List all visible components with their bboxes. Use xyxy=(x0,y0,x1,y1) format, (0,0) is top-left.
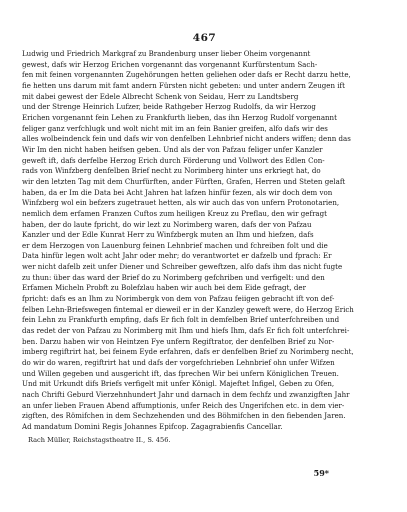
text-line: Winfzberg wol ein befzers zugetrauet hetten, als wir auch das von unfern Protonotarien, xyxy=(22,198,340,208)
text-line: wir den letzten Tag mit dem Churfürften, ander Fürften, Grafen, Herren und Steten gelaft xyxy=(22,176,346,186)
text-line: feliger ganz verfchlugk und wolt nicht mit im an fein Banier greifen, alfo dafs wir des xyxy=(22,123,328,133)
text-line: das redet der von Pafzau zu Norimberg mit Ihm und hiefs Ihm, dafs Er fich folt unterfchrei- xyxy=(22,326,350,336)
text-line: mit dabei gewest der Edele Albrecht Schenk von Seidau, Herr zu Landtsberg xyxy=(22,91,299,101)
text-line: und Willen gegeben und ausgericht ift, das fprechen Wir bei unfern Königlichen Treuen. xyxy=(22,368,339,378)
text-line: Wir Im den nicht haben heifsen geben. Und als der von Pafzau feliger unfer Kanzler xyxy=(22,144,323,154)
text-line: und der Strenge Heinrich Lufzer, beide Rathgeber Herzog Rudolfs, da wir Herzog xyxy=(22,102,316,112)
signature-mark: 59* xyxy=(313,468,329,478)
text-line: Und mit Urkundt difs Briefs verfigelt mit unfer Königl. Majeftet Infigel, Geben zu Ofen, xyxy=(22,379,335,389)
text-line: fie hetten uns darum mit famt andern Fürsten nicht gebeten: und unter andern Zeugen ift xyxy=(22,80,345,90)
text-line: wer nicht dafelb zeit unfer Diener und Schreiber geweftzen, alfo dafs ihm das nicht fugte xyxy=(22,262,343,272)
text-line: Erfamen Micheln Probft zu Bolefzlau haben wir auch bei dem Eide gefragt, der xyxy=(22,283,306,293)
text-line: geweft ift, dafs derfelbe Herzog Erich durch Förderung und Vollwort des Edlen Con- xyxy=(22,155,325,165)
document-body-text xyxy=(22,49,387,433)
text-line: Erichen vorgenannt fein Lehen zu Frankfurth lieben, das ihn Herzog Rudolf vorgenannt xyxy=(22,112,337,122)
text-line: fen mit feinen vorgenannten Zugehörungen hetten geliehen oder dafs er Recht darzu hette, xyxy=(22,70,351,80)
text-line: ben. Darzu haben wir von Heintzen Fye unfern Regiftrator, der denfelben Brief zu Nor- xyxy=(22,336,335,346)
text-line: er dem Herzogen von Lauenburg feinen Lehnbrief machen und fchreiben folt und die xyxy=(22,240,328,250)
text-line: Kanzler und der Edle Kunrat Herr zu Winfzbergk muten an Ihm und hiefzen, dafs xyxy=(22,230,314,240)
text-line: zigften, des Römifchen in dem Sechzehenden und des Böhmifchen in den fiebenden Jaren. xyxy=(22,411,346,421)
text-line: Ludwig und Friedrich Markgraf zu Brandenburg unser lieber Oheim vorgenannt xyxy=(22,49,311,58)
text-line: Data hinfür legen wolt acht Jahr oder mehr; do verantwortet er dafzelb und fprach: Er xyxy=(22,251,332,261)
text-line: an unfer lieben Frauen Abend affumptionis, unfer Reich des Ungerifchen etc. in dem vier- xyxy=(22,400,345,410)
page-number: 467 xyxy=(192,32,217,44)
text-line: fein Lehn zu Frankfurth empfing, dafs Er fich folt in demfelben Brief unterfchreiben und xyxy=(22,315,340,325)
text-line: do wir do waren, regiftrirt hat und dafs der vorgefchrieben Lehnbrief ohn unfer Wifzen xyxy=(22,358,335,368)
text-line: imberg regiftrirt hat, bei feinem Eyde erfahren, dafs er denfelben Brief zu Norimberg necht, xyxy=(22,347,354,357)
text-line: gewest, dafs wir Herzog Erichen vorgenannt das vorgenannt Kurfürstentum Sach- xyxy=(22,59,318,69)
text-line: alles wolbeindenck fein und dafs wir von denfelben Lehnbrief nicht anders wiffen; denn das xyxy=(22,134,351,144)
text-line: haben, der do laute fpricht, do wir lezt zu Norimberg waren, dafs der von Pafzau xyxy=(22,219,312,229)
text-line: nach Chrifti Geburd Vierzehnhundert Jahr und darnach in dem fechfz und zwanzigften Jahr xyxy=(22,390,350,399)
source-note: Rach Müller, Reichstagstheatre II., S. 456. xyxy=(28,435,171,444)
text-line: Ad mandatum Domini Regis Johannes Epifcop. Zagagrabienfis Cancellar. xyxy=(22,421,283,431)
text-line: fpricht: dafs es an Ihm zu Norimbergk von dem von Pafzau feiigen gebracht ift von def- xyxy=(22,294,335,304)
text-line: rads von Winfzberg denfelben Brief necht zu Norimberg hinter uns erkriegt hat, do xyxy=(22,166,321,176)
text-line: nemlich dem erfamen Franzen Cuftos zum heiligen Kreuz zu Preflau, den wir gefragt xyxy=(22,208,327,218)
text-line: felben Lehn-Briefswegen fintemal er dieweil er in der Kanzley geweft were, do Herzog Erich xyxy=(22,304,354,314)
text-line: zu thun: über das ward der Brief do zu Norimberg gefchriben und verfigelt: und den xyxy=(22,272,325,282)
text-line: haben, da er Im die Data bei Acht Jahren hat lafzen hinfür fezen, als wir doch dem von xyxy=(22,187,333,197)
